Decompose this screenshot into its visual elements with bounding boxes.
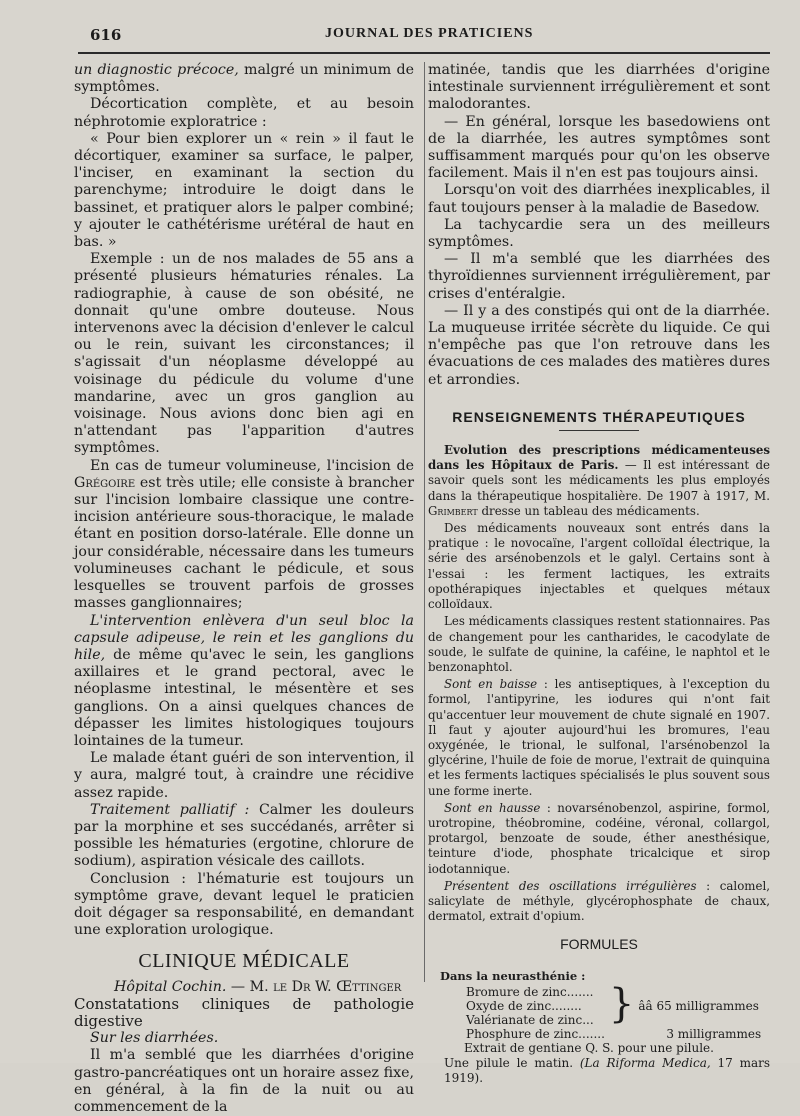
formula-dose: ââ 65 milligrammes bbox=[638, 998, 759, 1013]
paragraph: Il m'a semblé que les diarrhées d'origine gastro-pancréatiques ont un horaire assez fixe, en général, à la fin de la nuit ou au commencement de la bbox=[74, 1047, 414, 1115]
paragraph: — Il y a des constipés qui ont de la diarrhée. La muqueuse irritée sécrète du liquide. Ce qui n'empêche pas que l'on retrouve dans les évacuations de ces malades des matières dures et arrondies. bbox=[428, 302, 770, 388]
paragraph: — Il m'a semblé que les diarrhées des thyroïdiennes surviennent irrégulièrement, par crises d'entéralgie. bbox=[428, 251, 770, 302]
formula-ingredient: Valérianate de zinc... bbox=[466, 1012, 594, 1027]
paragraph: Lorsqu'on voit des diarrhées inexplicables, il faut toujours penser à la maladie de Basedow. bbox=[428, 182, 770, 216]
formula-dose: 3 milligrammes bbox=[666, 1026, 762, 1041]
paragraph: En cas de tumeur volumineuse, l'incision de Grégoire est très utile; elle consiste à brancher sur l'incision lombaire classique une contre-incision antérieure sous-thoracique, le malade étant en position dorso-latérale. Elle donne un jour considérable, nécessaire dans les tumeurs volumineuses cachant le pédicule, et sous lesquelles se trouvent parfois de grosses masses ganglionnaires; bbox=[74, 457, 414, 612]
paragraph: Le malade étant guéri de son intervention, il y aura, malgré tout, à craindre une récidive assez rapide. bbox=[74, 750, 414, 801]
paragraph: un diagnostic précoce, malgré un minimum de symptômes. bbox=[74, 62, 414, 96]
formula-heading: Dans la neurasthénie : bbox=[440, 968, 586, 983]
formula-ingredient: Phosphure de zinc....... bbox=[466, 1026, 605, 1041]
header-rule bbox=[78, 52, 770, 54]
renseignements-body bbox=[428, 443, 770, 924]
paragraph: Traitement palliatif : Calmer les douleurs par la morphine et ses succédanés, arrêter si possible les hématuries (ergotine, chlorure de sodium), aspiration vésicale des caillots. bbox=[74, 801, 414, 870]
paragraph: Sont en hausse : novarsénobenzol, aspirine, formol, urotropine, théobromine, codéine, véronal, collargol, protargol, benzoate de soude, éther anesthésique, teinture d'iode, phosphate tricalcique et sirop iodotannique. bbox=[428, 800, 771, 876]
page-number: 616 bbox=[90, 26, 122, 44]
journal-title: JOURNAL DES PRATICIENS bbox=[325, 26, 534, 41]
article-title: Constatations cliniques de pathologie digestive bbox=[74, 994, 414, 1030]
paragraph: Des médicaments nouveaux sont entrés dans la pratique : le novocaïne, l'argent colloïdal électrique, la série des arsénobenzols et le galyl. Certains sont à l'essai : les ferment lactiques, les extraits opothérapiques injectables et quelques métaux colloïdaux. bbox=[428, 521, 770, 612]
column-divider bbox=[424, 62, 425, 982]
formula-ingredient: Oxyde de zinc........ bbox=[466, 998, 582, 1013]
formula-usage: Une pilule le matin. (La Riforma Medica, 17 mars 1919). bbox=[444, 1055, 771, 1085]
title-rule bbox=[559, 430, 639, 431]
conclusion-paragraph: Conclusion : l'hématurie est toujours un symptôme grave, devant lequel le praticien doit dégager sa responsabilité, en demandant une exploration urologique. bbox=[74, 870, 414, 939]
paragraph: Exemple : un de nos malades de 55 ans a présenté plusieurs hématuries rénales. La radiographie, à cause de son obésité, ne donnait qu'une ombre douteuse. Nous intervenons avec la décision d'enlever le calcul ou le rein, suivant les circonstances; il s'agissait d'un néoplasme développé au voisinage du pédicule du volume d'une mandarine, avec un gros ganglion au voisinage. Nous avions donc bien agi en n'attendant pas l'apparition d'autres symptômes. bbox=[74, 251, 414, 457]
section-title-renseignements: RENSEIGNEMENTS THÉRAPEUTIQUES bbox=[452, 408, 746, 425]
paragraph: La tachycardie sera un des meilleurs symptômes. bbox=[428, 216, 770, 251]
paragraph: Evolution des prescriptions médicamenteuses dans les Hôpitaux de Paris. — Il est intéressant de savoir quels sont les médicaments les plus employés dans la thérapeutique hospitalière. De 1907 à 1917, M. Grimbert dresse un tableau des médicaments. bbox=[428, 443, 771, 518]
left-column bbox=[74, 62, 414, 1116]
quote-paragraph: « Pour bien explorer un « rein » il faut le décortiquer, examiner sa surface, le palper, l'inciser, en examinant la section du parenchyme; introduire le doigt dans le bassinet, et pratiquer alors le palper combiné; y ajouter le cathétérisme urétéral de haut en bas. » bbox=[74, 130, 414, 251]
page-header bbox=[90, 18, 770, 48]
section-title-formules: FORMULES bbox=[560, 936, 638, 953]
paragraph: — En général, lorsque les basedowiens ont de la diarrhée, les autres symptômes sont suffisamment marqués pour qu'on les observe facilement. Mais il n'en est pas toujours ainsi. bbox=[428, 113, 770, 182]
paragraph: Présentent des oscillations irrégulières : calomel, salicylate de méthyle, glycérophosphate de chaux, dermatol, extrait d'opium. bbox=[428, 878, 770, 924]
subtitle: Sur les diarrhées. bbox=[90, 1030, 219, 1047]
brace-icon: } bbox=[608, 980, 635, 1027]
paragraph: Les médicaments classiques restent stationnaires. Pas de changement pour les cantharides, le cacodylate de soude, le sulfate de quinine, la caféine, le naphtol et le benzonaphtol. bbox=[428, 614, 770, 674]
section-title-clinique: CLINIQUE MÉDICALE bbox=[138, 950, 350, 973]
hospital-line: Hôpital Cochin. — M. le Dr W. Œttinger bbox=[114, 978, 402, 995]
paragraph: Sont en baisse : les antiseptiques, à l'exception du formol, l'antipyrine, les iodures qui n'ont fait qu'accentuer leur mouvement de chute signalé en 1907. Il faut y ajouter aujourd'hui les bromures, l'eau oxygénée, le trional, le sulfonal, l'arsénobenzol la glycérine, l'huile de foie de morue, l'extrait de quinquina et les ferments lactiques spécialisés le plus souvent sous une forme inerte. bbox=[428, 677, 770, 798]
paragraph: L'intervention enlèvera d'un seul bloc la capsule adipeuse, le rein et les ganglions du hile, de même qu'avec le sein, les ganglions axillaires et le grand pectoral, avec le néoplasme intestinal, le mésentère et ses ganglions. On a ainsi quelques chances de dépasser les limites histologiques toujours lointaines de la tumeur. bbox=[74, 612, 414, 749]
paragraph: Décortication complète, et au besoin néphrotomie exploratrice : bbox=[74, 96, 414, 130]
right-column bbox=[428, 62, 770, 1086]
formula-table bbox=[464, 980, 763, 1041]
paragraph: matinée, tandis que les diarrhées d'origine intestinale surviennent irrégulièrement et sont malodorantes. bbox=[428, 62, 770, 113]
formula-ingredient: Bromure de zinc....... bbox=[466, 984, 594, 999]
formula-note: Extrait de gentiane Q. S. pour une pilule. bbox=[464, 1040, 714, 1055]
